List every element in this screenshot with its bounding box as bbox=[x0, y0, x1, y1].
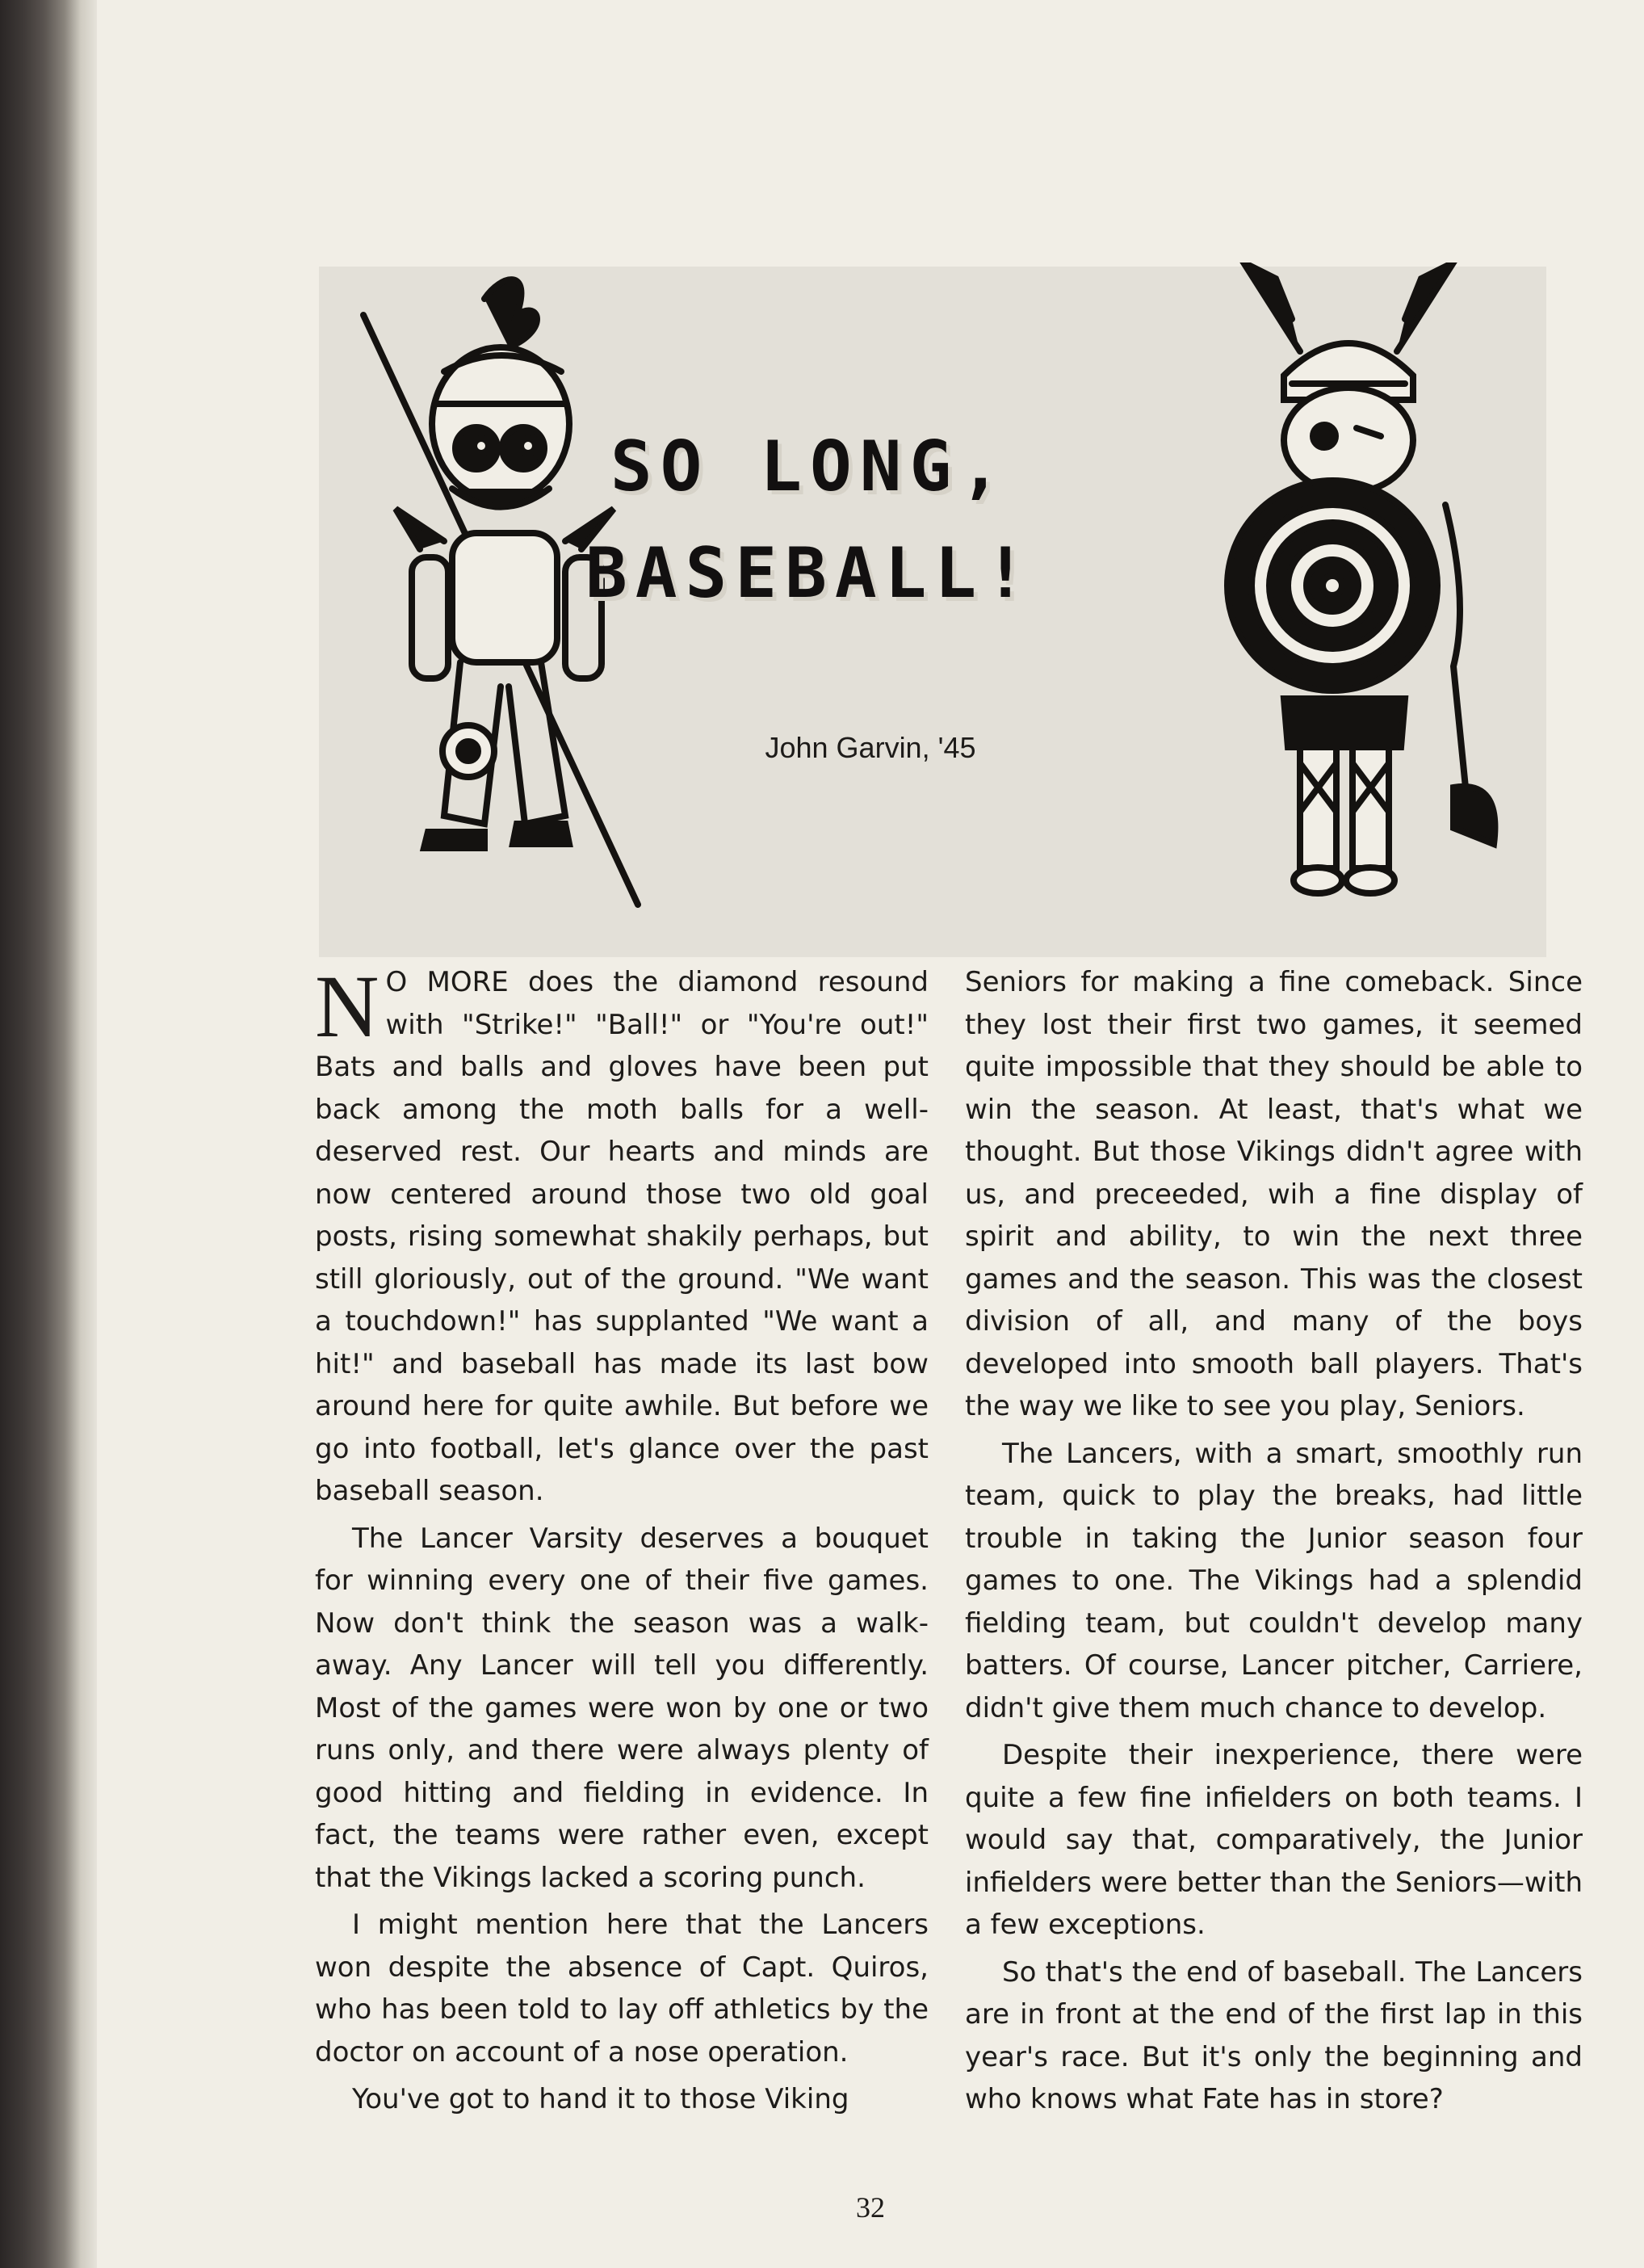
paragraph-text: O MORE does the diamond resound with "Strike!" "Ball!" or "You're out!" Bats and balls and gloves have been put back among the moth balls for a well-deserved rest. Our hearts and minds are now centered around those two old goal posts, rising somewhat shakily perhaps, but still gloriously, out of the ground. "We want a touchdown!" has supplanted "We want a hit!" and baseball has made its last bow around here for quite awhile. But before we go into football, let's glance over the past baseball season. bbox=[315, 966, 929, 1507]
page-number: 32 bbox=[856, 2191, 885, 2224]
paragraph: You've got to hand it to those Viking bbox=[352, 2083, 849, 2115]
article-title-line-1: SO LONG, bbox=[610, 426, 1010, 507]
paragraph bbox=[315, 957, 929, 1513]
paragraph: So that's the end of baseball. The Lancers are in front at the end of the first lap in this year's race. But it's only the beginning and who knows what Fate has in store? bbox=[965, 1955, 1583, 2115]
paragraph: The Lancer Varsity deserves a bouquet for winning every one of their five games. Now don't think the season was a walk-away. Any Lancer will tell you differently. Most of the games were won by one or two runs only, and there were always plenty of good hitting and fielding in evidence. In fact, the teams were rather even, except that the Vikings lacked a scoring punch. bbox=[315, 1522, 929, 1894]
drop-cap: N bbox=[315, 957, 380, 1056]
paragraph: Despite their inexperience, there were quite a few fine infielders on both teams. I would say that, comparatively, the Junior infielders were better than the Seniors—with a few exceptions. bbox=[965, 1739, 1583, 1941]
book-binding bbox=[0, 0, 97, 2268]
left-column bbox=[315, 957, 929, 2126]
byline: John Garvin, '45 bbox=[765, 731, 976, 764]
article-title-line-2: BASEBALL! bbox=[585, 533, 1034, 614]
paragraph: The Lancers, with a smart, smoothly run team, quick to play the breaks, had little trouble in taking the Junior season four games to one. The Vikings had a splendid fielding team, but couldn't develop many batters. Of course, Lancer pitcher, Carriere, didn't give them much chance to develop. bbox=[965, 1437, 1583, 1724]
right-column bbox=[965, 961, 1583, 2126]
paragraph: I might mention here that the Lancers won despite the absence of Capt. Quiros, who has been told to lay off athletics by the doctor on account of a nose operation. bbox=[315, 1909, 929, 2068]
paragraph: Seniors for making a fine comeback. Since they lost their first two games, it seemed quite impossible that they should be able to win the season. At least, that's what we thought. But those Vikings didn't agree with us, and preceeded, wih a fine display of spirit and ability, to win the next three games and the season. This was the closest division of all, and many of the boys developed into smooth ball players. That's the way we like to see you play, Seniors. bbox=[965, 966, 1583, 1422]
